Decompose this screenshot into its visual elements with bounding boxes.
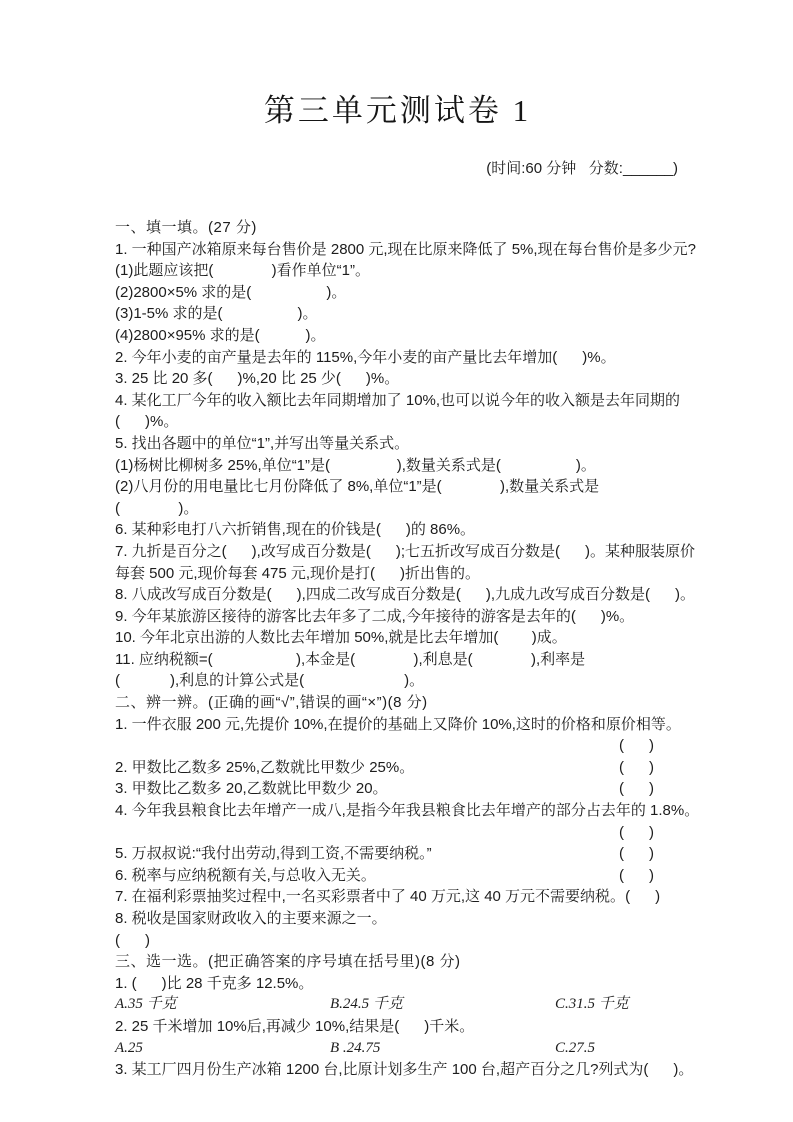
line-text: 9. 今年某旅游区接待的游客比去年多了二成,今年接待的游客是去年的( )%。 [115,607,635,625]
line-text: 2. 甲数比乙数多 25%,乙数就比甲数少 25%。 [115,758,415,776]
line-text: (3)1-5% 求的是( )。 [115,305,318,323]
text-line [115,627,680,649]
text-line [115,325,680,347]
text-line [115,606,680,628]
section-heading-text: 二、辨一辨。(正确的画“√”,错误的画“×”)(8 分) [115,694,428,712]
line-text: ( ),利息的计算公式是( )。 [115,672,425,690]
text-line [115,239,696,261]
text-line [115,930,680,952]
line-text: 6. 税率与应纳税额有关,与总收入无关。 [115,866,376,884]
line-text: (4)2800×95% 求的是( )。 [115,326,326,344]
options-row [115,994,680,1016]
line-text: (2)八月份的用电量比七月份降低了 8%,单位“1”是( ),数量关系式是 [115,478,600,496]
option-item: B.24.5 千克 [330,996,403,1013]
text-line [115,476,680,498]
text-line [115,498,680,520]
text-line [115,282,680,304]
line-text: 8. 税收是国家财政收入的主要来源之一。 [115,910,387,927]
text-line [115,757,680,779]
answer-brackets: ( ) [619,737,654,755]
option-item: C.27.5 [555,1039,596,1056]
line-text: 1. 一种国产冰箱原来每台售价是 2800 元,现在比原来降低了 5%,现在每台售价是多少元? [115,240,696,258]
text-line [115,411,680,433]
text-line [115,455,680,477]
text-line [115,584,696,606]
text-line [115,541,696,563]
option-item: A.35 千克 [115,996,177,1013]
answer-brackets: ( ) [619,758,654,776]
line-text: 1. ( )比 28 千克多 12.5%。 [115,974,314,992]
answer-brackets: ( ) [619,866,654,884]
line-text: ( ) [115,931,150,949]
text-line [115,886,680,908]
line-text: 3. 甲数比乙数多 20,乙数就比甲数少 20。 [115,780,388,798]
line-text: 1. 一件衣服 200 元,先提价 10%,在提价的基础上又降价 10%,这时的价格和原价相等。 [115,715,681,733]
line-text: ( )。 [115,499,199,517]
option-item: A.25 [115,1039,143,1056]
text-line [115,390,680,412]
text-line [115,303,680,325]
line-text: 6. 某种彩电打八六折销售,现在的价钱是( )的 86%。 [115,521,476,539]
text-line [115,735,680,757]
text-line [115,908,680,930]
option-item: B .24.75 [330,1039,381,1056]
text-line [115,433,680,455]
text-line [115,563,680,585]
page-title: 第三单元测试卷 1 [263,93,532,128]
line-text: 2. 今年小麦的亩产量是去年的 115%,今年小麦的亩产量比去年增加( )%。 [115,348,616,366]
text-line [115,973,680,995]
text-line [115,865,680,887]
option-item: C.31.5 千克 [555,996,629,1013]
answer-brackets: ( ) [619,780,654,798]
exam-meta [115,136,680,202]
text-line [115,800,700,822]
line-text: 2. 25 千米增加 10%后,再减少 10%,结果是( )千米。 [115,1017,475,1035]
text-line [115,1059,694,1081]
options-row [115,1038,680,1060]
section-heading-text: 一、填一填。(27 分) [115,219,257,236]
text-line [115,778,680,800]
answer-brackets: ( ) [625,888,661,906]
text-line [115,670,680,692]
line-text: 5. 找出各题中的单位“1”,并写出等量关系式。 [115,434,410,452]
line-text: 11. 应纳税额=( ),本金是( ),利息是( ),利率是 [115,650,586,668]
line-text: 5. 万叔叔说:“我付出劳动,得到工资,不需要纳税。” [115,845,432,863]
line-text: ( )%。 [115,413,179,431]
line-text: 4. 某化工厂今年的收入额比去年同期增加了 10%,也可以说今年的收入额是去年同期的 [115,391,681,409]
exam-meta-text: (时间:60 分钟 分数:______) [486,160,678,177]
line-text: 10. 今年北京出游的人数比去年增加 50%,就是比去年增加( )成。 [115,629,567,647]
text-line [115,843,680,865]
line-text: 7. 九折是百分之( ),改写成百分数是( );七五折改写成百分数是( )。某种服装原价 [115,542,696,560]
line-text: 每套 500 元,现价每套 475 元,现价是打( )折出售的。 [115,564,481,582]
section-heading [115,692,680,714]
text-line [115,519,680,541]
line-text: 4. 今年我县粮食比去年增产一成八,是指今年我县粮食比去年增产的部分占去年的 1.8%。 [115,802,700,820]
section-heading-text: 三、选一选。(把正确答案的序号填在括号里)(8 分) [115,953,461,971]
line-text: (1)此题应该把( )看作单位“1”。 [115,262,371,280]
text-line [115,1016,680,1038]
line-text: 3. 某工厂四月份生产冰箱 1200 台,比原计划多生产 100 台,超产百分之几?列式为( )。 [115,1061,694,1079]
line-text: 3. 25 比 20 多( )%,20 比 25 少( )%。 [115,370,400,388]
line-text: 7. 在福利彩票抽奖过程中,一名买彩票者中了 40 万元,这 40 万元不需要纳税。 [115,888,626,906]
text-line [115,714,680,736]
line-text: (2)2800×5% 求的是( )。 [115,283,347,301]
text-line [115,260,680,282]
document-body [115,217,700,1081]
text-line [115,649,680,671]
text-line [115,347,680,369]
answer-brackets: ( ) [619,823,654,841]
section-heading [115,951,680,973]
line-text: (1)杨树比柳树多 25%,单位“1”是( ),数量关系式是( )。 [115,456,596,474]
text-line [115,368,680,390]
text-line [115,822,680,844]
answer-brackets: ( ) [619,845,654,863]
line-text: 8. 八成改写成百分数是( ),四成二改写成百分数是( ),九成九改写成百分数是( )。 [115,586,696,604]
section-heading [115,217,680,239]
